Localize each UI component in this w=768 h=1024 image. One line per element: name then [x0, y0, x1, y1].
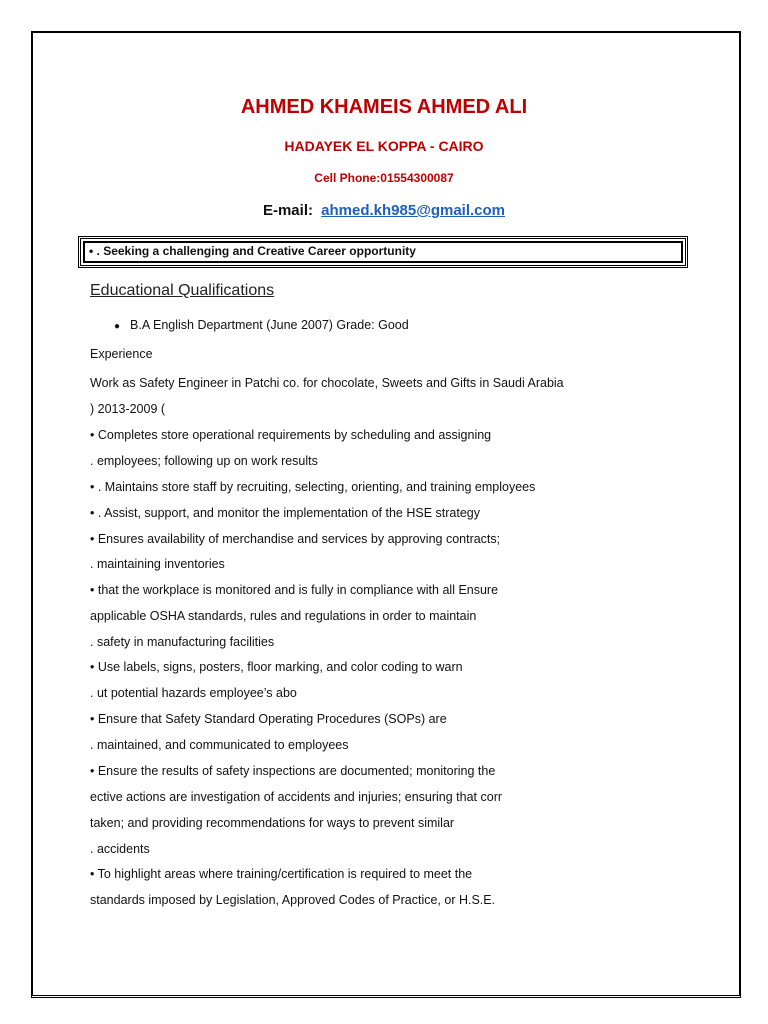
duty-line: • Completes store operational requirements by scheduling and assigning	[90, 428, 492, 442]
duty-line: taken; and providing recommendations for ways to prevent similar	[90, 816, 455, 830]
cell-phone: Cell Phone:01554300087	[314, 171, 454, 185]
email-link[interactable]: ahmed.kh985@gmail.com	[321, 202, 506, 219]
duty-line: • To highlight areas where training/certification is required to meet the	[90, 867, 473, 881]
duty-line: • . Maintains store staff by recruiting, selecting, orienting, and training employees	[90, 480, 536, 494]
applicant-name: AHMED KHAMEIS AHMED ALI	[240, 96, 528, 118]
duty-line: • . Assist, support, and monitor the implementation of the HSE strategy	[90, 506, 480, 520]
email-label: E-mail:	[262, 202, 313, 219]
education-heading: Educational Qualifications	[90, 282, 275, 299]
email-row	[0, 202, 768, 219]
duty-line: applicable OSHA standards, rules and regulations in order to maintain	[90, 609, 477, 623]
job-title-line: Work as Safety Engineer in Patchi co. for chocolate, Sweets and Gifts in Saudi Arabia	[90, 376, 564, 390]
duty-line: . maintaining inventories	[90, 557, 225, 571]
duty-line: standards imposed by Legislation, Approved Codes of Practice, or H.S.E.	[90, 893, 496, 907]
objective-text: • . Seeking a challenging and Creative Career opportunity	[89, 244, 416, 258]
duty-line: . safety in manufacturing facilities	[90, 635, 275, 649]
duty-line: . employees; following up on work results	[90, 454, 318, 468]
education-item	[114, 318, 409, 332]
duty-line: • Ensures availability of merchandise and services by approving contracts;	[90, 532, 501, 546]
address: HADAYEK EL KOPPA - CAIRO	[284, 138, 484, 154]
duty-line: • that the workplace is monitored and is fully in compliance with all Ensure	[90, 583, 499, 597]
section-experience-label: Experience	[90, 347, 153, 361]
duty-line: . accidents	[90, 842, 150, 856]
job-dates-line: ) 2013-2009 (	[90, 402, 166, 416]
duty-line: • Ensure the results of safety inspections are documented; monitoring the	[90, 764, 496, 778]
duty-line: • Ensure that Safety Standard Operating Procedures (SOPs) are	[90, 712, 447, 726]
duty-line: . ut potential hazards employee’s abo	[90, 686, 297, 700]
duty-line: • Use labels, signs, posters, floor marking, and color coding to warn	[90, 660, 463, 674]
duty-line: . maintained, and communicated to employees	[90, 738, 349, 752]
education-item-text: B.A English Department (June 2007) Grade: Good	[130, 318, 409, 332]
objective-box	[78, 236, 688, 268]
bullet-icon: ●	[114, 321, 121, 332]
duty-line: ective actions are investigation of accidents and injuries; ensuring that corr	[90, 790, 503, 804]
